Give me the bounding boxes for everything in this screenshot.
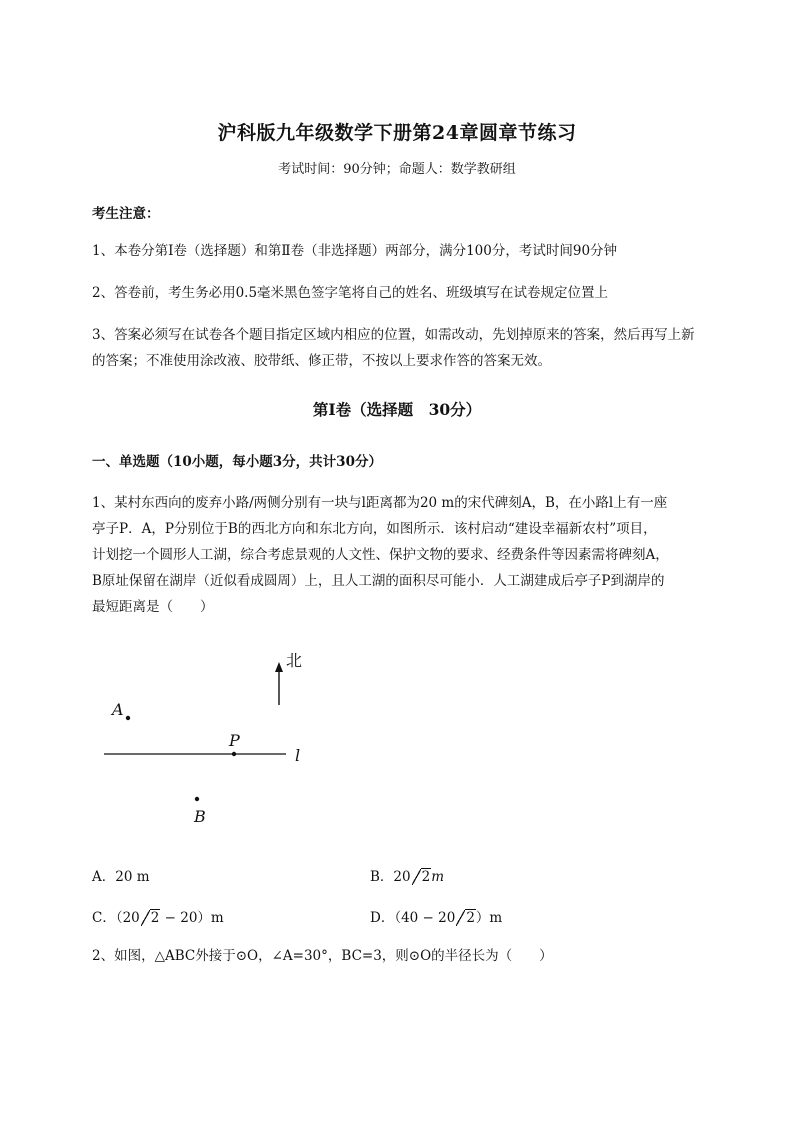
point-p-label: P (229, 731, 240, 750)
option-d-suffix: ）m (475, 910, 503, 926)
point-b-label: B (194, 807, 206, 826)
notice-item-2: 2、答卷前，考生务必用0.5毫米黑色签字笔将自己的姓名、班级填写在试卷规定位置上 (92, 285, 609, 301)
question1-line-2: 亭子P．A，P分别位于B的西北方向和东北方向，如图所示．该村启动“建设幸福新农村”项目， (92, 521, 657, 537)
question2-text: 2、如图，△ABC外接于⊙O，∠A=30°，BC=3，则⊙O的半径长为（ ） (92, 948, 553, 964)
notice-item-1: 1、本卷分第I卷（选择题）和第Ⅱ卷（非选择题）两部分，满分100分，考试时间90分钟 (92, 243, 618, 259)
point-b-dot (195, 797, 199, 801)
north-label: 北 (286, 651, 303, 670)
option-b-prefix: B．20 (370, 869, 411, 885)
option-b (370, 865, 444, 885)
notice-item-3: 3、答案必须写在试卷各个题目指定区域内相应的位置，如需改动，先划掉原来的答案，然后再写上新 (92, 327, 695, 343)
question1-line-4: B原址保留在湖岸（近似看成圆周）上，且人工湖的面积尽可能小．人工湖建成后亭子P到湖岸的 (92, 573, 665, 589)
option-b-radicand: 2 (421, 869, 431, 885)
question1-figure (90, 640, 330, 830)
notice-item-3-continued: 的答案；不准使用涂改液、胶带纸、修正带，不按以上要求作答的答案无效。 (92, 353, 551, 369)
option-c-suffix: − 20）m (160, 910, 224, 926)
point-p-dot (232, 752, 236, 756)
north-arrow-head (275, 662, 283, 672)
option-c-sqrt (141, 910, 161, 926)
notice-heading: 考生注意： (92, 206, 160, 222)
page-title: 沪科版九年级数学下册第24章圆章节练习 (217, 122, 577, 144)
part-title: 一、单选题（10小题，每小题3分，共计30分） (92, 454, 382, 470)
option-c-prefix: C．（20 (92, 910, 140, 926)
line-l-label: l (295, 746, 301, 765)
point-a-dot (126, 716, 130, 720)
option-d-sqrt (456, 910, 476, 926)
point-a-label: A (112, 700, 124, 719)
question1-line-5: 最短距离是（ ） (92, 599, 214, 615)
option-c (92, 906, 224, 926)
option-a: A．20 m (92, 869, 150, 885)
section-title: 第I卷（选择题 30分） (312, 400, 482, 419)
page-subtitle: 考试时间：90分钟；命题人：数学教研组 (278, 162, 516, 177)
option-b-unit: m (431, 869, 445, 885)
question1-line-1: 1、某村东西向的废弃小路/两侧分别有一块与l距离都为20 m的宋代碑刻A，B，在小路l上有一座 (92, 495, 668, 511)
option-d (370, 906, 502, 926)
option-d-radicand: 2 (466, 910, 475, 926)
option-d-prefix: D．（40 − 20 (370, 910, 456, 926)
question1-line-3: 计划挖一个圆形人工湖，综合考虑景观的人文性、保护文物的要求、经费条件等因素需将碑刻A， (92, 547, 669, 563)
option-c-radicand: 2 (150, 910, 160, 926)
option-b-sqrt (412, 869, 432, 885)
